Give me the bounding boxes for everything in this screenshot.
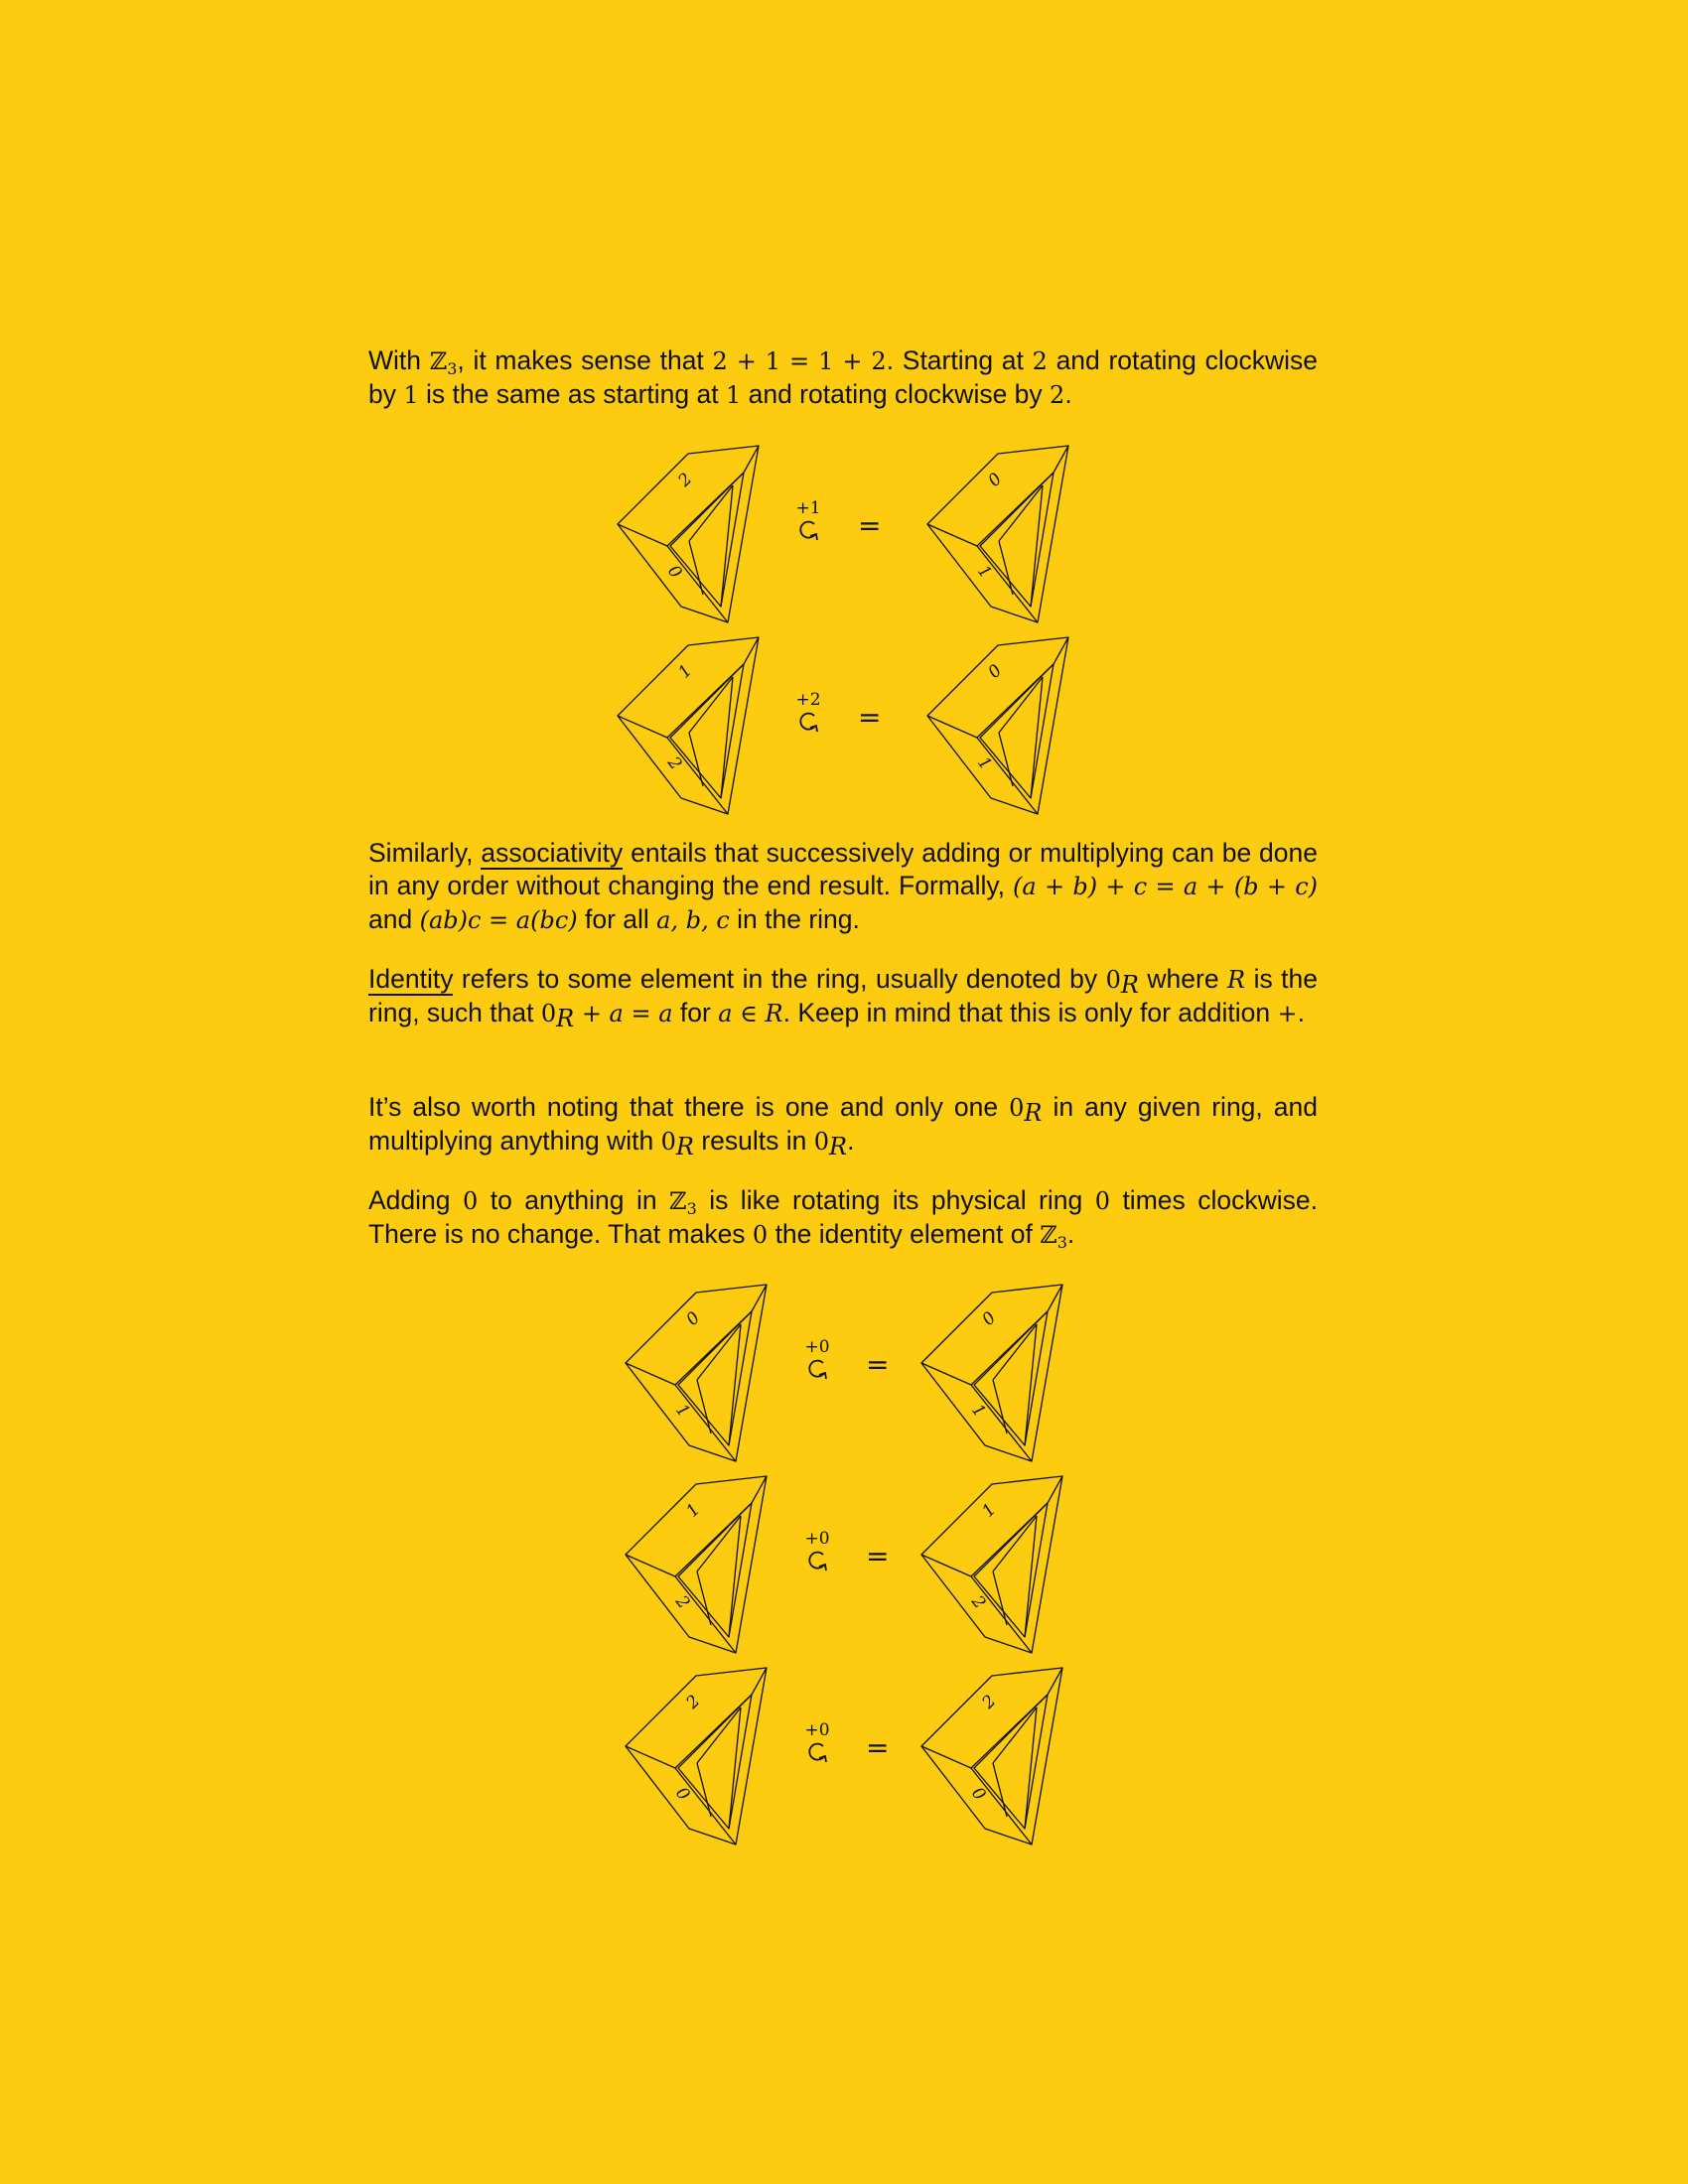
right-bottom-label: 1 [973,752,996,774]
equals-sign: = [858,509,882,542]
right-top-label: 2 [978,1691,1001,1713]
rotation-amount: +0 [804,1529,830,1549]
left-ring [618,637,759,814]
right-ring [927,637,1068,814]
left-top-label: 0 [682,1307,705,1330]
right-top-label: 1 [978,1499,1001,1522]
left-bottom-label: 0 [671,1783,694,1805]
right-bottom-label: 1 [973,561,996,583]
math-associative-mul: (ab)c = a(bc) [419,906,578,934]
paragraph-commutativity: With ℤ$_3$, it makes sense that 2 + 1 = 1 + 2. Starting at 2 and rotating clockwise by 1 is the same as starting at 1 and rotating clockwise by 2. [368,345,1318,409]
left-top-label: 2 [682,1691,705,1713]
right-top-label: 0 [984,469,1007,491]
rotation-operator [788,499,828,543]
rotation-operator [797,1721,837,1765]
left-top-label: 1 [682,1499,705,1522]
right-ring [921,1668,1062,1844]
equals-sign: = [866,1540,890,1572]
paragraph-uniqueness: It’s also worth noting that there is one and only one $0_R$ in any given ring, and multiplying anything with $0_R$ results in $0_R$. [368,1092,1319,1160]
associativity-link[interactable]: associativity [481,838,624,868]
paragraph-identity: Identity refers to some element in the ring, usually denoted by $0_R$ where R is the ring, such that $0_R + a = a$ for a ∈ R. Keep in mind that this is only for addition +. [368,964,1319,1032]
left-ring [618,446,759,622]
identity-link[interactable]: Identity [368,964,454,994]
left-ring [626,1476,767,1653]
equals-sign: = [866,1731,890,1764]
left-top-label: 2 [674,469,697,491]
left-bottom-label: 1 [671,1400,694,1422]
paragraph-identity-z3: Adding 0 to anything in ℤ$_3$ is like rotating its physical ring 0 times clockwise. There is no change. That makes 0 the identity element of ℤ$_3$. [368,1185,1318,1252]
right-bottom-label: 0 [967,1783,990,1805]
rotation-amount: +2 [795,690,821,710]
right-bottom-label: 2 [967,1591,990,1613]
rotation-operator [797,1530,837,1573]
left-bottom-label: 2 [671,1591,694,1613]
right-ring [927,446,1068,622]
text: With [368,345,430,375]
rotation-operator [788,691,828,735]
equals-sign: = [858,701,882,734]
clockwise-rotation-icon [795,709,821,735]
math-associative-add: (a + b) + c = a + (b + c) [1013,873,1319,900]
rotation-amount: +0 [804,1720,830,1740]
clockwise-rotation-icon [804,1548,830,1573]
left-top-label: 1 [674,660,697,683]
clockwise-rotation-icon [804,1356,830,1382]
left-ring [626,1668,767,1844]
equals-sign: = [866,1348,890,1381]
rotation-amount: +0 [804,1337,830,1357]
z3-symbol: ℤ$_3$ [429,347,458,378]
paragraph-associativity: Similarly, associativity entails that successively adding or multiplying can be done in any order without changing the end result. Formally, (a + b) + c = a + (b + c) and (ab)c = a(bc) for all a, b, c in the ring. [368,838,1319,934]
clockwise-rotation-icon [795,517,821,543]
rotation-amount: +1 [795,498,821,518]
left-ring [626,1285,767,1461]
math-commutative-example: 2 + 1 = 1 + 2 [712,347,887,375]
right-top-label: 0 [984,660,1007,683]
right-ring [921,1476,1062,1653]
left-bottom-label: 0 [663,561,686,583]
left-bottom-label: 2 [663,752,686,774]
right-top-label: 0 [978,1307,1001,1330]
right-bottom-label: 1 [967,1400,990,1422]
right-ring [921,1285,1062,1461]
rotation-operator [797,1338,837,1382]
clockwise-rotation-icon [804,1739,830,1765]
